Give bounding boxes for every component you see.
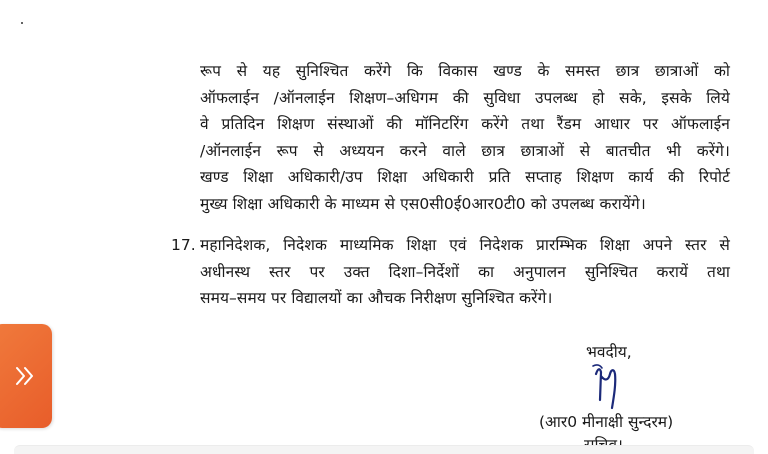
paragraph-line: /ऑनलाईन रूप से अध्ययन करने वाले छात्र छात्राओं से बातचीत भी करेंगे। <box>200 141 730 160</box>
double-chevron-right-icon <box>12 363 38 389</box>
closing-salutation: भवदीय, <box>586 343 632 361</box>
continued-paragraph <box>200 58 730 217</box>
stray-mark <box>21 22 23 24</box>
item-17-paragraph <box>200 232 730 312</box>
paragraph-line: खण्ड शिक्षा अधिकारी/उप शिक्षा अधिकारी प्रति सप्ताह शिक्षण कार्य की रिपोर्ट <box>200 168 730 186</box>
bottom-toolbar-edge <box>14 445 754 454</box>
paragraph-line: ऑफलाईन /ऑनलाईन शिक्षण–अधिगम की सुविधा उपलब्ध हो सके, इसके लिये <box>200 88 730 107</box>
paragraph-line: वे प्रतिदिन शिक्षण संस्थाओं की मॉनिटरिंग करेंगे तथा रैंडम आधार पर ऑफलाईन <box>200 115 730 133</box>
paragraph-line: अधीनस्थ स्तर पर उक्त दिशा–निर्देशों का अनुपालन सुनिश्चित करायें तथा <box>200 262 730 281</box>
signatory-name: (आर0 मीनाक्षी सुन्दरम) <box>539 413 674 431</box>
paragraph-line: रूप से यह सुनिश्चित करेंगे कि विकास खण्ड के समस्त छात्र छात्राओं को <box>200 62 730 80</box>
expand-side-panel-button[interactable] <box>0 324 52 428</box>
handwritten-signature <box>588 360 628 412</box>
paragraph-line: महानिदेशक, निदेशक माध्यमिक शिक्षा एवं निदेशक प्रारम्भिक शिक्षा अपने स्तर से <box>200 236 730 254</box>
paragraph-line: मुख्य शिक्षा अधिकारी के माध्यम से एस0सी0ई0आर0टी0 को उपलब्ध करायेंगे। <box>200 194 646 213</box>
paragraph-line: समय–समय पर विद्यालयों का औचक निरीक्षण सुनिश्चित करेंगे। <box>200 289 553 307</box>
item-number: 17. <box>171 236 196 254</box>
